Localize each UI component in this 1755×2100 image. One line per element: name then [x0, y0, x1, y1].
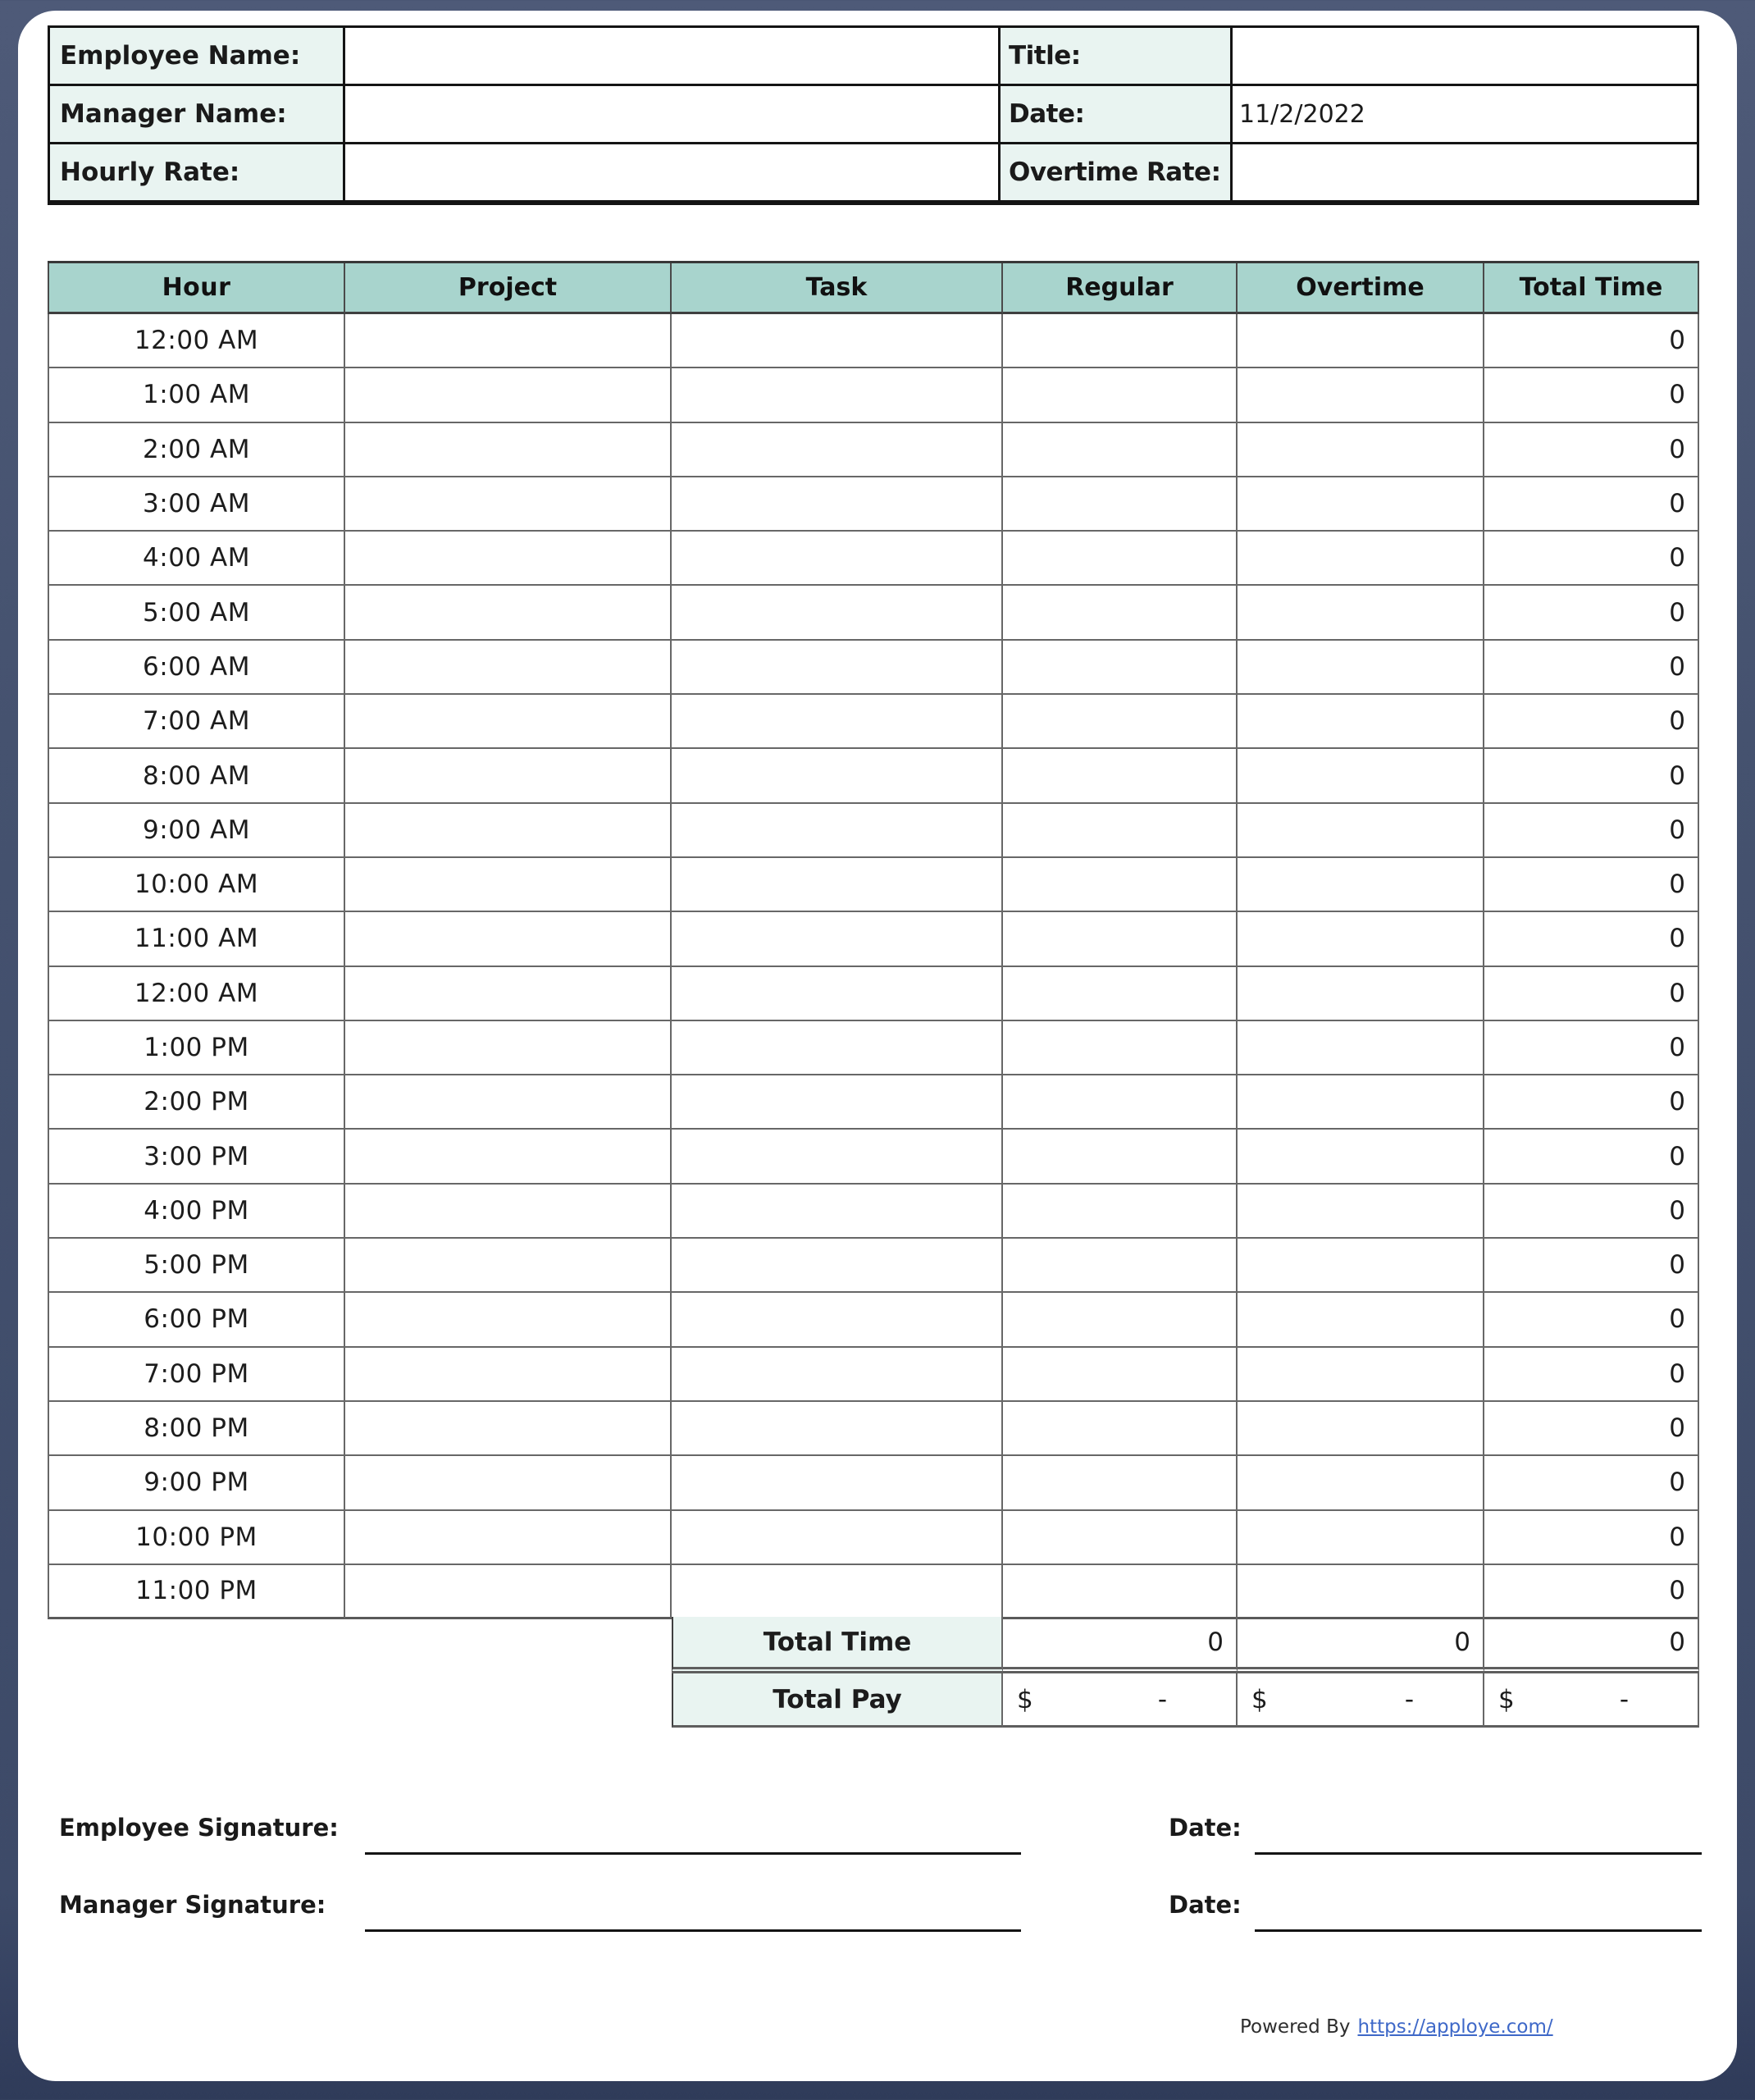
regular-hours-cell[interactable] — [1003, 858, 1238, 912]
overtime-hours-cell[interactable] — [1238, 1185, 1484, 1239]
apploye-link[interactable]: https://apploye.com/ — [1357, 2016, 1553, 2038]
regular-hours-cell[interactable] — [1003, 532, 1238, 586]
project-cell[interactable] — [345, 1021, 672, 1075]
task-cell[interactable] — [672, 1185, 1003, 1239]
employee-date-label: Date: — [1169, 1814, 1242, 1842]
hour-cell: 12:00 AM — [48, 314, 345, 368]
info-right-label: Date: — [1001, 86, 1233, 142]
task-cell[interactable] — [672, 912, 1003, 966]
overtime-hours-cell[interactable] — [1238, 1021, 1484, 1075]
timesheet-row — [48, 1293, 1699, 1347]
task-cell[interactable] — [672, 1130, 1003, 1184]
hour-cell: 9:00 PM — [48, 1456, 345, 1510]
timesheet-row — [48, 314, 1699, 368]
manager-signature-line[interactable] — [365, 1921, 1021, 1932]
total-time-cell: 0 — [1484, 1565, 1699, 1619]
hour-cell: 7:00 AM — [48, 695, 345, 749]
timesheet-row — [48, 912, 1699, 966]
total-time-cell: 0 — [1484, 804, 1699, 858]
total-time-cell: 0 — [1484, 641, 1699, 695]
employee-signature-label: Employee Signature: — [59, 1814, 339, 1842]
task-cell[interactable] — [672, 532, 1003, 586]
total-time-cell: 0 — [1484, 1402, 1699, 1456]
timesheet-document — [18, 11, 1737, 2081]
overtime-hours-cell[interactable] — [1238, 804, 1484, 858]
overtime-hours-cell[interactable] — [1238, 314, 1484, 368]
info-right-label: Title: — [1001, 28, 1233, 84]
total-time-cell: 0 — [1484, 423, 1699, 477]
regular-hours-cell[interactable] — [1003, 1021, 1238, 1075]
overtime-hours-cell[interactable] — [1238, 368, 1484, 422]
total-time-cell: 0 — [1484, 532, 1699, 586]
total-time-regular-value: 0 — [1003, 1617, 1238, 1673]
timesheet-row — [48, 1075, 1699, 1130]
timesheet-row — [48, 1239, 1699, 1293]
total-pay-label: Total Pay — [672, 1673, 1003, 1728]
regular-hours-cell[interactable] — [1003, 586, 1238, 640]
employee-signature-row — [59, 1797, 1702, 1855]
pay-grand-value: - — [1619, 1684, 1629, 1714]
column-header-task: Task — [672, 263, 1003, 314]
manager-signature-label: Manager Signature: — [59, 1891, 326, 1919]
hour-cell: 3:00 AM — [48, 477, 345, 532]
total-time-cell: 0 — [1484, 1456, 1699, 1510]
regular-hours-cell[interactable] — [1003, 314, 1238, 368]
task-cell[interactable] — [672, 804, 1003, 858]
total-time-cell: 0 — [1484, 858, 1699, 912]
hour-cell: 10:00 AM — [48, 858, 345, 912]
overtime-hours-cell[interactable] — [1238, 1293, 1484, 1347]
hour-cell: 8:00 PM — [48, 1402, 345, 1456]
hour-cell: 1:00 AM — [48, 368, 345, 422]
overtime-hours-cell[interactable] — [1238, 1075, 1484, 1130]
hour-cell: 8:00 AM — [48, 749, 345, 803]
project-cell[interactable] — [345, 1185, 672, 1239]
total-time-label: Total Time — [672, 1617, 1003, 1673]
total-time-cell: 0 — [1484, 314, 1699, 368]
total-time-row — [672, 1617, 1699, 1673]
timesheet-row — [48, 586, 1699, 640]
timesheet-row — [48, 1456, 1699, 1510]
timesheet-row — [48, 749, 1699, 803]
regular-hours-cell[interactable] — [1003, 1456, 1238, 1510]
manager-date-label: Date: — [1169, 1891, 1242, 1919]
total-time-cell: 0 — [1484, 586, 1699, 640]
overtime-hours-cell[interactable] — [1238, 423, 1484, 477]
timesheet-row — [48, 1511, 1699, 1565]
task-cell[interactable] — [672, 1021, 1003, 1075]
total-time-cell: 0 — [1484, 1511, 1699, 1565]
hour-cell: 3:00 PM — [48, 1130, 345, 1184]
hour-cell: 9:00 AM — [48, 804, 345, 858]
total-time-cell: 0 — [1484, 749, 1699, 803]
regular-hours-cell[interactable] — [1003, 1348, 1238, 1402]
employee-date-line[interactable] — [1255, 1844, 1702, 1855]
hour-cell: 2:00 PM — [48, 1075, 345, 1130]
info-row — [50, 28, 1697, 86]
footer — [1240, 2016, 1553, 2038]
regular-hours-cell[interactable] — [1003, 1402, 1238, 1456]
overtime-hours-cell[interactable] — [1238, 477, 1484, 532]
timesheet-row — [48, 368, 1699, 422]
total-time-cell: 0 — [1484, 1021, 1699, 1075]
regular-hours-cell[interactable] — [1003, 423, 1238, 477]
info-left-label: Hourly Rate: — [50, 144, 345, 200]
project-cell[interactable] — [345, 1239, 672, 1293]
overtime-hours-cell[interactable] — [1238, 1402, 1484, 1456]
task-cell[interactable] — [672, 1402, 1003, 1456]
hour-cell: 5:00 PM — [48, 1239, 345, 1293]
total-time-cell: 0 — [1484, 1075, 1699, 1130]
timesheet-row — [48, 1130, 1699, 1184]
timesheet-row — [48, 423, 1699, 477]
info-left-value-field[interactable] — [345, 144, 1001, 200]
project-cell[interactable] — [345, 477, 672, 532]
regular-hours-cell[interactable] — [1003, 1075, 1238, 1130]
total-time-cell: 0 — [1484, 1348, 1699, 1402]
overtime-hours-cell[interactable] — [1238, 749, 1484, 803]
task-cell[interactable] — [672, 967, 1003, 1021]
column-header-overtime: Overtime — [1238, 263, 1484, 314]
project-cell[interactable] — [345, 1456, 672, 1510]
project-cell[interactable] — [345, 967, 672, 1021]
task-cell[interactable] — [672, 1293, 1003, 1347]
overtime-hours-cell[interactable] — [1238, 1511, 1484, 1565]
overtime-hours-cell[interactable] — [1238, 586, 1484, 640]
overtime-hours-cell[interactable] — [1238, 695, 1484, 749]
regular-hours-cell[interactable] — [1003, 1565, 1238, 1619]
project-cell[interactable] — [345, 641, 672, 695]
regular-hours-cell[interactable] — [1003, 1130, 1238, 1184]
currency-symbol: $ — [1017, 1684, 1033, 1714]
total-time-grand-value: 0 — [1484, 1617, 1699, 1673]
column-header-regular: Regular — [1003, 263, 1238, 314]
hour-cell: 6:00 PM — [48, 1293, 345, 1347]
overtime-hours-cell[interactable] — [1238, 1456, 1484, 1510]
task-cell[interactable] — [672, 858, 1003, 912]
total-time-cell: 0 — [1484, 967, 1699, 1021]
column-header-total-time: Total Time — [1484, 263, 1699, 314]
overtime-hours-cell[interactable] — [1238, 1130, 1484, 1184]
timesheet-row — [48, 641, 1699, 695]
hour-cell: 1:00 PM — [48, 1021, 345, 1075]
total-pay-overtime-cell — [1238, 1673, 1484, 1728]
column-header-hour: Hour — [48, 263, 345, 314]
project-cell[interactable] — [345, 912, 672, 966]
task-cell[interactable] — [672, 477, 1003, 532]
overtime-hours-cell[interactable] — [1238, 1565, 1484, 1619]
regular-hours-cell[interactable] — [1003, 967, 1238, 1021]
task-cell[interactable] — [672, 641, 1003, 695]
project-cell[interactable] — [345, 314, 672, 368]
total-time-cell: 0 — [1484, 695, 1699, 749]
timesheet-row — [48, 532, 1699, 586]
regular-hours-cell[interactable] — [1003, 1185, 1238, 1239]
timesheet-row — [48, 1185, 1699, 1239]
task-cell[interactable] — [672, 1565, 1003, 1619]
hour-cell: 11:00 PM — [48, 1565, 345, 1619]
currency-symbol: $ — [1251, 1684, 1268, 1714]
employee-signature-line[interactable] — [365, 1844, 1021, 1855]
manager-signature-row — [59, 1874, 1702, 1932]
info-row — [50, 86, 1697, 144]
overtime-hours-cell[interactable] — [1238, 1239, 1484, 1293]
task-cell[interactable] — [672, 314, 1003, 368]
project-cell[interactable] — [345, 1348, 672, 1402]
hour-cell: 12:00 AM — [48, 967, 345, 1021]
total-time-cell: 0 — [1484, 1130, 1699, 1184]
overtime-hours-cell[interactable] — [1238, 1348, 1484, 1402]
timesheet-row — [48, 1402, 1699, 1456]
timesheet-row — [48, 967, 1699, 1021]
currency-symbol: $ — [1498, 1684, 1515, 1714]
info-right-value-field[interactable] — [1233, 144, 1694, 200]
info-left-label: Manager Name: — [50, 86, 345, 142]
project-cell[interactable] — [345, 1075, 672, 1130]
project-cell[interactable] — [345, 1293, 672, 1347]
task-cell[interactable] — [672, 1239, 1003, 1293]
info-left-value-field[interactable] — [345, 86, 1001, 142]
timesheet-row — [48, 1021, 1699, 1075]
hour-cell: 4:00 AM — [48, 532, 345, 586]
manager-date-line[interactable] — [1255, 1921, 1702, 1932]
total-pay-regular-cell — [1003, 1673, 1238, 1728]
total-time-cell: 0 — [1484, 1185, 1699, 1239]
project-cell[interactable] — [345, 423, 672, 477]
column-header-project: Project — [345, 263, 672, 314]
info-left-value-field[interactable] — [345, 28, 1001, 84]
timesheet-row — [48, 695, 1699, 749]
hour-cell: 7:00 PM — [48, 1348, 345, 1402]
regular-hours-cell[interactable] — [1003, 749, 1238, 803]
regular-hours-cell[interactable] — [1003, 1293, 1238, 1347]
project-cell[interactable] — [345, 1511, 672, 1565]
hour-cell: 5:00 AM — [48, 586, 345, 640]
project-cell[interactable] — [345, 858, 672, 912]
regular-hours-cell[interactable] — [1003, 695, 1238, 749]
pay-overtime-value: - — [1404, 1684, 1414, 1714]
timesheet-header-row — [48, 261, 1699, 314]
task-cell[interactable] — [672, 749, 1003, 803]
info-right-value-field[interactable]: 11/2/2022 — [1233, 86, 1694, 142]
regular-hours-cell[interactable] — [1003, 804, 1238, 858]
info-left-label: Employee Name: — [50, 28, 345, 84]
employee-info-table — [48, 25, 1699, 205]
overtime-hours-cell[interactable] — [1238, 641, 1484, 695]
project-cell[interactable] — [345, 586, 672, 640]
task-cell[interactable] — [672, 1075, 1003, 1130]
totals-section — [672, 1617, 1699, 1728]
regular-hours-cell[interactable] — [1003, 641, 1238, 695]
info-row — [50, 144, 1697, 203]
project-cell[interactable] — [345, 695, 672, 749]
total-pay-row — [672, 1673, 1699, 1728]
regular-hours-cell[interactable] — [1003, 477, 1238, 532]
hour-cell: 11:00 AM — [48, 912, 345, 966]
project-cell[interactable] — [345, 749, 672, 803]
info-right-label: Overtime Rate: — [1001, 144, 1233, 200]
regular-hours-cell[interactable] — [1003, 912, 1238, 966]
hour-cell: 6:00 AM — [48, 641, 345, 695]
project-cell[interactable] — [345, 532, 672, 586]
task-cell[interactable] — [672, 368, 1003, 422]
task-cell[interactable] — [672, 695, 1003, 749]
total-time-cell: 0 — [1484, 1293, 1699, 1347]
task-cell[interactable] — [672, 423, 1003, 477]
overtime-hours-cell[interactable] — [1238, 532, 1484, 586]
project-cell[interactable] — [345, 1130, 672, 1184]
project-cell[interactable] — [345, 1565, 672, 1619]
total-time-cell: 0 — [1484, 1239, 1699, 1293]
total-time-cell: 0 — [1484, 368, 1699, 422]
info-right-value-field[interactable] — [1233, 28, 1694, 84]
overtime-hours-cell[interactable] — [1238, 858, 1484, 912]
hour-cell: 2:00 AM — [48, 423, 345, 477]
powered-by-text: Powered By — [1240, 2016, 1351, 2038]
task-cell[interactable] — [672, 1511, 1003, 1565]
total-time-cell: 0 — [1484, 912, 1699, 966]
timesheet-row — [48, 477, 1699, 532]
project-cell[interactable] — [345, 368, 672, 422]
pay-regular-value: - — [1157, 1684, 1167, 1714]
regular-hours-cell[interactable] — [1003, 1511, 1238, 1565]
total-time-overtime-value: 0 — [1238, 1617, 1484, 1673]
timesheet-row — [48, 1348, 1699, 1402]
overtime-hours-cell[interactable] — [1238, 912, 1484, 966]
timesheet-row — [48, 1565, 1699, 1619]
task-cell[interactable] — [672, 1348, 1003, 1402]
hourly-timesheet-table — [48, 261, 1699, 1619]
total-pay-grand-cell — [1484, 1673, 1699, 1728]
regular-hours-cell[interactable] — [1003, 368, 1238, 422]
task-cell[interactable] — [672, 586, 1003, 640]
regular-hours-cell[interactable] — [1003, 1239, 1238, 1293]
timesheet-row — [48, 858, 1699, 912]
hour-cell: 10:00 PM — [48, 1511, 345, 1565]
hour-cell: 4:00 PM — [48, 1185, 345, 1239]
overtime-hours-cell[interactable] — [1238, 967, 1484, 1021]
task-cell[interactable] — [672, 1456, 1003, 1510]
project-cell[interactable] — [345, 804, 672, 858]
project-cell[interactable] — [345, 1402, 672, 1456]
total-time-cell: 0 — [1484, 477, 1699, 532]
timesheet-row — [48, 804, 1699, 858]
